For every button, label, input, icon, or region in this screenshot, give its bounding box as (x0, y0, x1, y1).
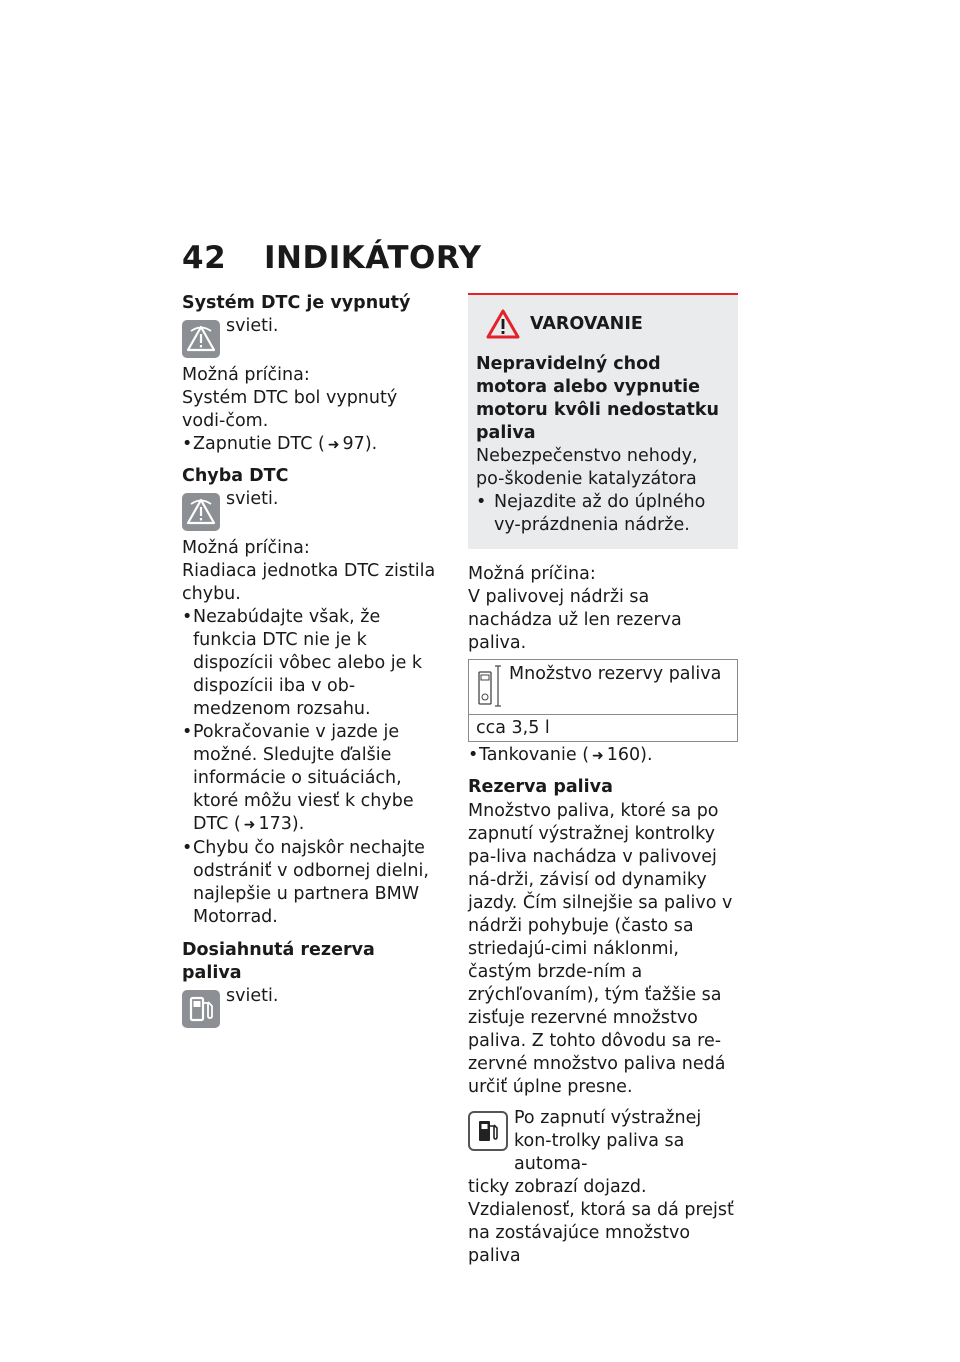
section-fuel-reserve (182, 939, 440, 1028)
warning-heading: Nepravidelný chod motora alebo vypnutie motoru kvôli nedostatku paliva (476, 354, 719, 443)
warning-title: VAROVANIE (476, 309, 728, 339)
fuel-reserve-table (468, 659, 738, 742)
section-dtc-fault (182, 465, 440, 929)
bullet-list (182, 433, 440, 457)
section-dtc-off (182, 292, 440, 457)
cause-text: Systém DTC bol vypnutý vodi-čom. (182, 388, 398, 431)
dtc-warning-icon (182, 320, 220, 358)
right-column (468, 293, 738, 1268)
bullet-list (468, 744, 738, 768)
page-ref-arrow-icon: ➜ (243, 817, 256, 833)
table-header: Množstvo rezervy paliva (509, 664, 722, 684)
section-heading: Systém DTC je vypnutý (182, 293, 411, 313)
page-number: 42 (182, 240, 227, 276)
indicator-row (182, 489, 440, 531)
page-ref-link[interactable]: 173 (258, 814, 292, 834)
page-ref-link[interactable]: 160 (606, 745, 641, 765)
list-item: • Nezabúdajte však, že funkcia DTC nie je k dispozícii vôbec alebo je k dispozícii iba v ob-medzenom rozsahu. (182, 606, 440, 721)
bullet-list (182, 606, 440, 929)
cause-text: V palivovej nádrži sa nachádza už len rezerva paliva. (468, 587, 682, 653)
cause-label: Možná príčina: (182, 538, 310, 558)
table-row (469, 660, 737, 715)
page-ref-arrow-icon: ➜ (592, 748, 604, 764)
warning-list (476, 491, 728, 537)
table-cell: cca 3,5 l (476, 718, 550, 738)
warning-text: Nebezpečenstvo nehody, po-škodenie katalyzátora (476, 446, 698, 489)
page-title: INDIKÁTORY (264, 240, 482, 276)
list-item: • Zapnutie DTC ( ➜ 97). (182, 433, 440, 457)
cause-label: Možná príčina: (468, 564, 596, 584)
indicator-text: svieti. (226, 489, 279, 509)
indicator-text: svieti. (226, 316, 279, 336)
section-heading: Dosiahnutá rezerva paliva (182, 940, 375, 983)
list-item: • Chybu čo najskôr nechajte odstrániť v odbornej dielni, najlepšie u partnera BMW Motorrad. (182, 837, 440, 929)
page-ref-link[interactable]: 97 (342, 434, 365, 454)
list-item: • Nejazdite až do úplného vy-prázdnenia nádrže. (476, 491, 728, 537)
indicator-text: Po zapnutí výstražnej kon-trolky paliva sa automa- (514, 1108, 702, 1174)
dtc-warning-icon (182, 493, 220, 531)
indicator-text: svieti. (226, 986, 279, 1006)
section-heading: Chyba DTC (182, 466, 289, 486)
section-text: ticky zobrazí dojazd. Vzdialenosť, ktorá sa dá prejsť na zostávajúce množstvo paliva (468, 1177, 734, 1266)
section-text: Množstvo paliva, ktoré sa po zapnutí výstražnej kontrolky pa-liva nachádza v palivovej ná-drži, závisí od dynamiky jazdy. Čím silnejšie sa palivo v nádrži pohybuje (často sa striedajú-cimi náklonmi, častým brzde-ním a zrýchľovaním), tým ťažšie sa zisťuje rezervné množstvo paliva. Z tohto dôvodu sa re-zervné množstvo paliva nedá určiť úplne presne. (468, 801, 733, 1097)
indicator-row (182, 316, 440, 358)
warning-box (468, 293, 738, 549)
section-reserve (468, 776, 738, 1099)
indicator-row (182, 986, 440, 1028)
list-item: • Tankovanie ( ➜ 160). (468, 744, 738, 768)
page-header (182, 240, 481, 276)
cause-label: Možná príčina: (182, 365, 310, 385)
indicator-row (468, 1107, 738, 1176)
fuel-pump-icon (182, 990, 220, 1028)
list-item: • Pokračovanie v jazde je možné. Sledujte ďalšie informácie o situáciách, ktoré môžu viesť k chybe DTC ( ➜ 173). (182, 721, 440, 837)
warning-triangle-icon (486, 309, 520, 339)
cause-text: Riadiaca jednotka DTC zistila chybu. (182, 561, 436, 604)
fuel-pump-icon (468, 1111, 508, 1151)
fuel-gauge-icon (469, 660, 509, 714)
left-column (182, 292, 440, 1034)
section-heading: Rezerva paliva (468, 777, 613, 797)
page-ref-arrow-icon: ➜ (327, 437, 340, 453)
